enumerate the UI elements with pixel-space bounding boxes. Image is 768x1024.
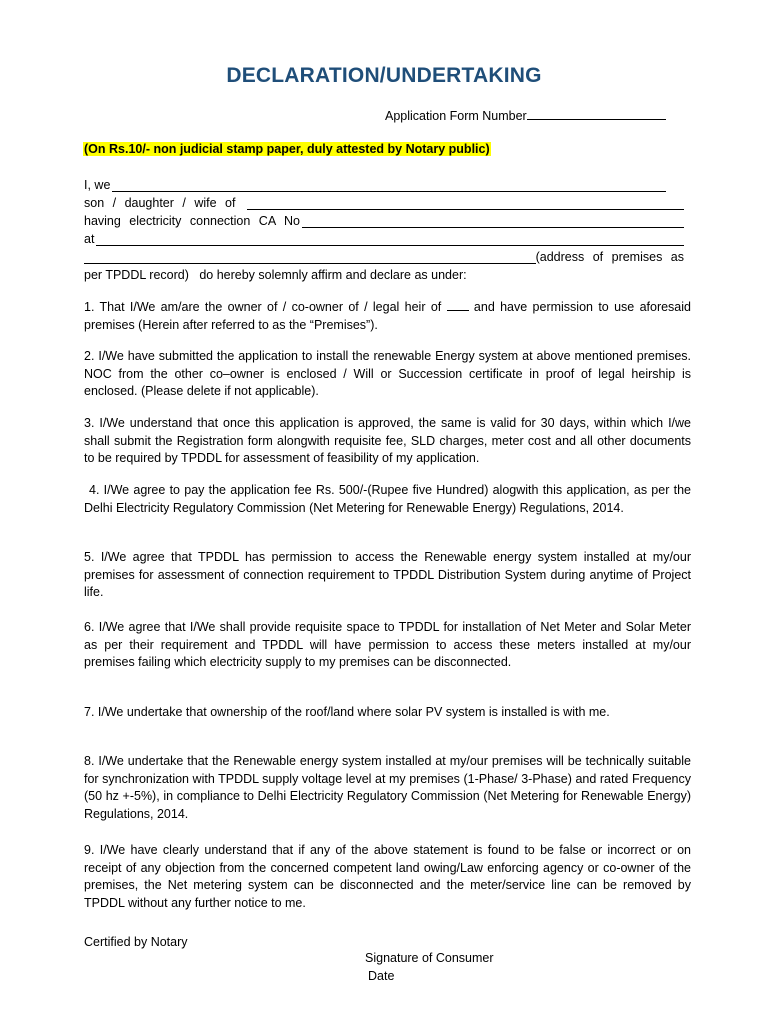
- certified-by-notary: Certified by Notary: [84, 935, 188, 949]
- application-form-label: Application Form Number: [385, 109, 527, 123]
- address-field-row: [84, 228, 684, 246]
- clause-3: [84, 415, 691, 468]
- clause-6: [84, 619, 691, 672]
- clause-9-text: 9. I/We have clearly understand that if any of the above statement is found to be false or incorrect or on receipt of any objection from the concerned competent land owing/Law enforcing agency or co-owner of the premises, the Net metering system can be disconnected and the meter/service line can be removed by TPDDL without any further notice to me.: [84, 843, 691, 910]
- name-label: I, we: [84, 178, 111, 192]
- application-form-number: [385, 106, 666, 123]
- clause-7: [84, 704, 691, 722]
- ca-number-field-row: [84, 210, 684, 228]
- address-continued-blank[interactable]: [84, 251, 536, 264]
- name-field-row: [84, 174, 666, 192]
- address-suffix-label: (address of premises as: [535, 250, 684, 264]
- clause-8-text: 8. I/We undertake that the Renewable energy system installed at my/our premises will be technically suitable for synchronization with TPDDL supply voltage level at my premises (1-Phase/ 3-Phase) and rated Frequency (50 hz +-5%), in compliance to Delhi Electricity Regulatory Commission (Net Metering for Renewable Energy) Regulations, 2014.: [84, 754, 691, 821]
- stamp-paper-note: (On Rs.10/- non judicial stamp paper, duly attested by Notary public): [84, 142, 490, 156]
- clause-2: [84, 348, 691, 401]
- application-form-number-blank[interactable]: [527, 106, 666, 120]
- clause-6-text: 6. I/We agree that I/We shall provide requisite space to TPDDL for installation of Net Meter and Solar Meter as per their requirement and TPDDL will have permission to access these meters installed at my/our premises failing which electricity supply to my premises can be disconnected.: [84, 620, 691, 669]
- clause-1-blank[interactable]: [447, 299, 469, 311]
- clause-1-text-a: 1. That I/We am/are the owner of / co-owner of / legal heir of: [84, 300, 447, 314]
- clause-3-text: 3. I/We understand that once this application is approved, the same is valid for 30 days, within which I/we shall submit the Registration form alongwith requisite fee, SLD charges, meter cost and all other documents to be required by TPDDL for assessment of feasibility of my application.: [84, 416, 691, 465]
- clause-5: [84, 549, 691, 602]
- document-title: DECLARATION/UNDERTAKING: [226, 64, 542, 87]
- clause-5-text: 5. I/We agree that TPDDL has permission to access the Renewable energy system installed at my/our premises for assessment of connection requirement to TPDDL Distribution System during anytime of Project life.: [84, 550, 691, 599]
- clause-7-text: 7. I/We undertake that ownership of the roof/land where solar PV system is installed is with me.: [84, 705, 610, 719]
- relation-blank[interactable]: [247, 197, 684, 210]
- address-label: at: [84, 232, 95, 246]
- record-statement: per TPDDL record) do hereby solemnly affirm and declare as under:: [84, 268, 467, 282]
- clause-4: [84, 482, 691, 517]
- date-label: Date: [368, 969, 395, 983]
- relation-field-row: [84, 192, 684, 210]
- ca-number-blank[interactable]: [302, 215, 684, 228]
- address-blank[interactable]: [96, 233, 684, 246]
- signature-of-consumer: Signature of Consumer: [365, 951, 494, 965]
- relation-label: son / daughter / wife of: [84, 196, 236, 210]
- clause-2-text: 2. I/We have submitted the application to install the renewable Energy system at above mentioned premises. NOC from the other co–owner is enclosed / Will or Succession certificate in proof of legal heirship is enclosed. (Please delete if not applicable).: [84, 349, 691, 398]
- address-continued-row: [84, 246, 684, 264]
- clause-8: [84, 753, 691, 823]
- declarant-fields: [84, 174, 684, 282]
- record-row: [84, 264, 684, 282]
- clause-1: [84, 299, 691, 334]
- ca-number-label: having electricity connection CA No: [84, 214, 300, 228]
- clause-9: [84, 842, 691, 912]
- clause-1-text-b: and have permission to use aforesaid premises (Herein after referred to as the “Premises”).: [84, 300, 691, 332]
- name-blank[interactable]: [112, 179, 666, 192]
- clause-4-text: 4. I/We agree to pay the application fee Rs. 500/-(Rupee five Hundred) alogwith this application, as per the Delhi Electricity Regulatory Commission (Net Metering for Renewable Energy) Regulations, 2014.: [84, 483, 691, 515]
